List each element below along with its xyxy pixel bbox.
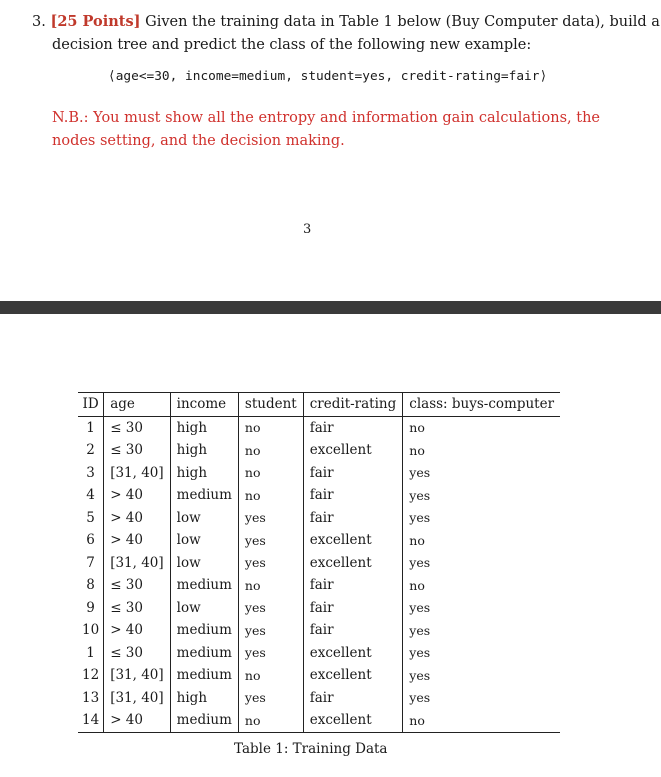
cell-credit-rating: excellent [303,439,403,462]
cell-income: medium [170,619,238,642]
table-row [78,552,560,575]
question-points: [25 Points] [50,13,141,30]
cell-age: > 40 [104,619,170,642]
cell-income: medium [170,664,238,687]
table-row [78,664,560,687]
table-row [78,642,560,665]
cell-income: medium [170,484,238,507]
header-class: class: buys-computer [409,396,555,413]
cell-credit-rating: fair [303,416,403,439]
cell-student: no [238,439,303,462]
page-break-bar [0,301,661,314]
cell-class: yes [409,465,431,481]
cell-credit-rating: fair [303,484,403,507]
cell-credit-rating: excellent [303,529,403,552]
question-line-1 [32,10,660,34]
table-row [78,462,560,485]
cell-class: no [409,577,425,593]
nb-note: N.B.: You must show all the entropy and information gain calculations, the nodes setting, and the decision making. [52,110,600,149]
table-caption: Table 1: Training Data [234,741,388,757]
table-body [78,416,560,732]
cell-credit-rating: excellent [303,552,403,575]
cell-class: yes [409,690,431,706]
cell-income: high [170,439,238,462]
cell-class: yes [409,645,431,661]
cell-student: yes [238,507,303,530]
cell-class: yes [409,600,431,616]
cell-class: no [409,712,425,728]
header-income: income [170,393,238,417]
cell-student: yes [238,687,303,710]
cell-id: 4 [78,484,104,507]
table-row [78,709,560,732]
cell-credit-rating: fair [303,574,403,597]
question-text-2: decision tree and predict the class of the following new example: [52,37,532,53]
cell-income: low [170,507,238,530]
cell-student: no [238,462,303,485]
cell-id: 3 [78,462,104,485]
cell-credit-rating: fair [303,619,403,642]
cell-id: 7 [78,552,104,575]
cell-age: [31, 40] [104,552,170,575]
page-number: 3 [303,222,312,237]
cell-income: medium [170,642,238,665]
table-row [78,619,560,642]
cell-age: ≤ 30 [104,416,170,439]
cell-student: no [238,664,303,687]
cell-credit-rating: fair [303,687,403,710]
cell-age: ≤ 30 [104,642,170,665]
cell-student: no [238,574,303,597]
table-row [78,574,560,597]
header-id: ID [78,393,104,417]
cell-age: [31, 40] [104,462,170,485]
cell-age: ≤ 30 [104,439,170,462]
table-row [78,416,560,439]
question-block [32,10,660,57]
cell-credit-rating: fair [303,462,403,485]
table-row [78,529,560,552]
training-data-table-wrap [78,392,560,733]
cell-age: [31, 40] [104,687,170,710]
cell-age: ≤ 30 [104,597,170,620]
cell-class: yes [409,487,431,503]
table-row [78,507,560,530]
header-age: age [104,393,170,417]
cell-student: yes [238,529,303,552]
table-row [78,687,560,710]
cell-id: 2 [78,439,104,462]
cell-age: > 40 [104,507,170,530]
cell-class: yes [409,622,431,638]
table-row [78,484,560,507]
cell-class: no [409,420,425,436]
cell-student: yes [238,597,303,620]
cell-credit-rating: excellent [303,664,403,687]
cell-id: 10 [78,619,104,642]
cell-id: 12 [78,664,104,687]
cell-id: 5 [78,507,104,530]
cell-income: low [170,597,238,620]
table-header-row [78,393,560,417]
cell-class: yes [409,510,431,526]
cell-income: high [170,416,238,439]
cell-class: no [409,442,425,458]
cell-class: no [409,532,425,548]
cell-id: 1 [78,642,104,665]
header-student: student [238,393,303,417]
cell-income: high [170,687,238,710]
cell-income: low [170,529,238,552]
cell-student: yes [238,642,303,665]
cell-student: no [238,709,303,732]
cell-id: 6 [78,529,104,552]
question-number: 3. [32,14,46,30]
cell-student: no [238,416,303,439]
cell-age: ≤ 30 [104,574,170,597]
cell-id: 13 [78,687,104,710]
cell-income: medium [170,709,238,732]
cell-age: [31, 40] [104,664,170,687]
new-example: ⟨age<=30, income=medium, student=yes, credit-rating=fair⟩ [108,69,548,84]
header-credit-rating: credit-rating [303,393,403,417]
cell-income: low [170,552,238,575]
cell-id: 1 [78,416,104,439]
cell-id: 9 [78,597,104,620]
question-text-1: Given the training data in Table 1 below (Buy Computer data), build a [145,14,660,30]
training-data-table [78,392,560,733]
table-row [78,597,560,620]
cell-age: > 40 [104,529,170,552]
cell-credit-rating: excellent [303,709,403,732]
cell-student: yes [238,619,303,642]
cell-income: high [170,462,238,485]
table-row [78,439,560,462]
cell-class: yes [409,667,431,683]
cell-id: 14 [78,709,104,732]
cell-class: yes [409,555,431,571]
cell-age: > 40 [104,709,170,732]
cell-credit-rating: fair [303,597,403,620]
cell-student: no [238,484,303,507]
cell-credit-rating: excellent [303,642,403,665]
cell-id: 8 [78,574,104,597]
cell-student: yes [238,552,303,575]
cell-age: > 40 [104,484,170,507]
cell-income: medium [170,574,238,597]
cell-credit-rating: fair [303,507,403,530]
